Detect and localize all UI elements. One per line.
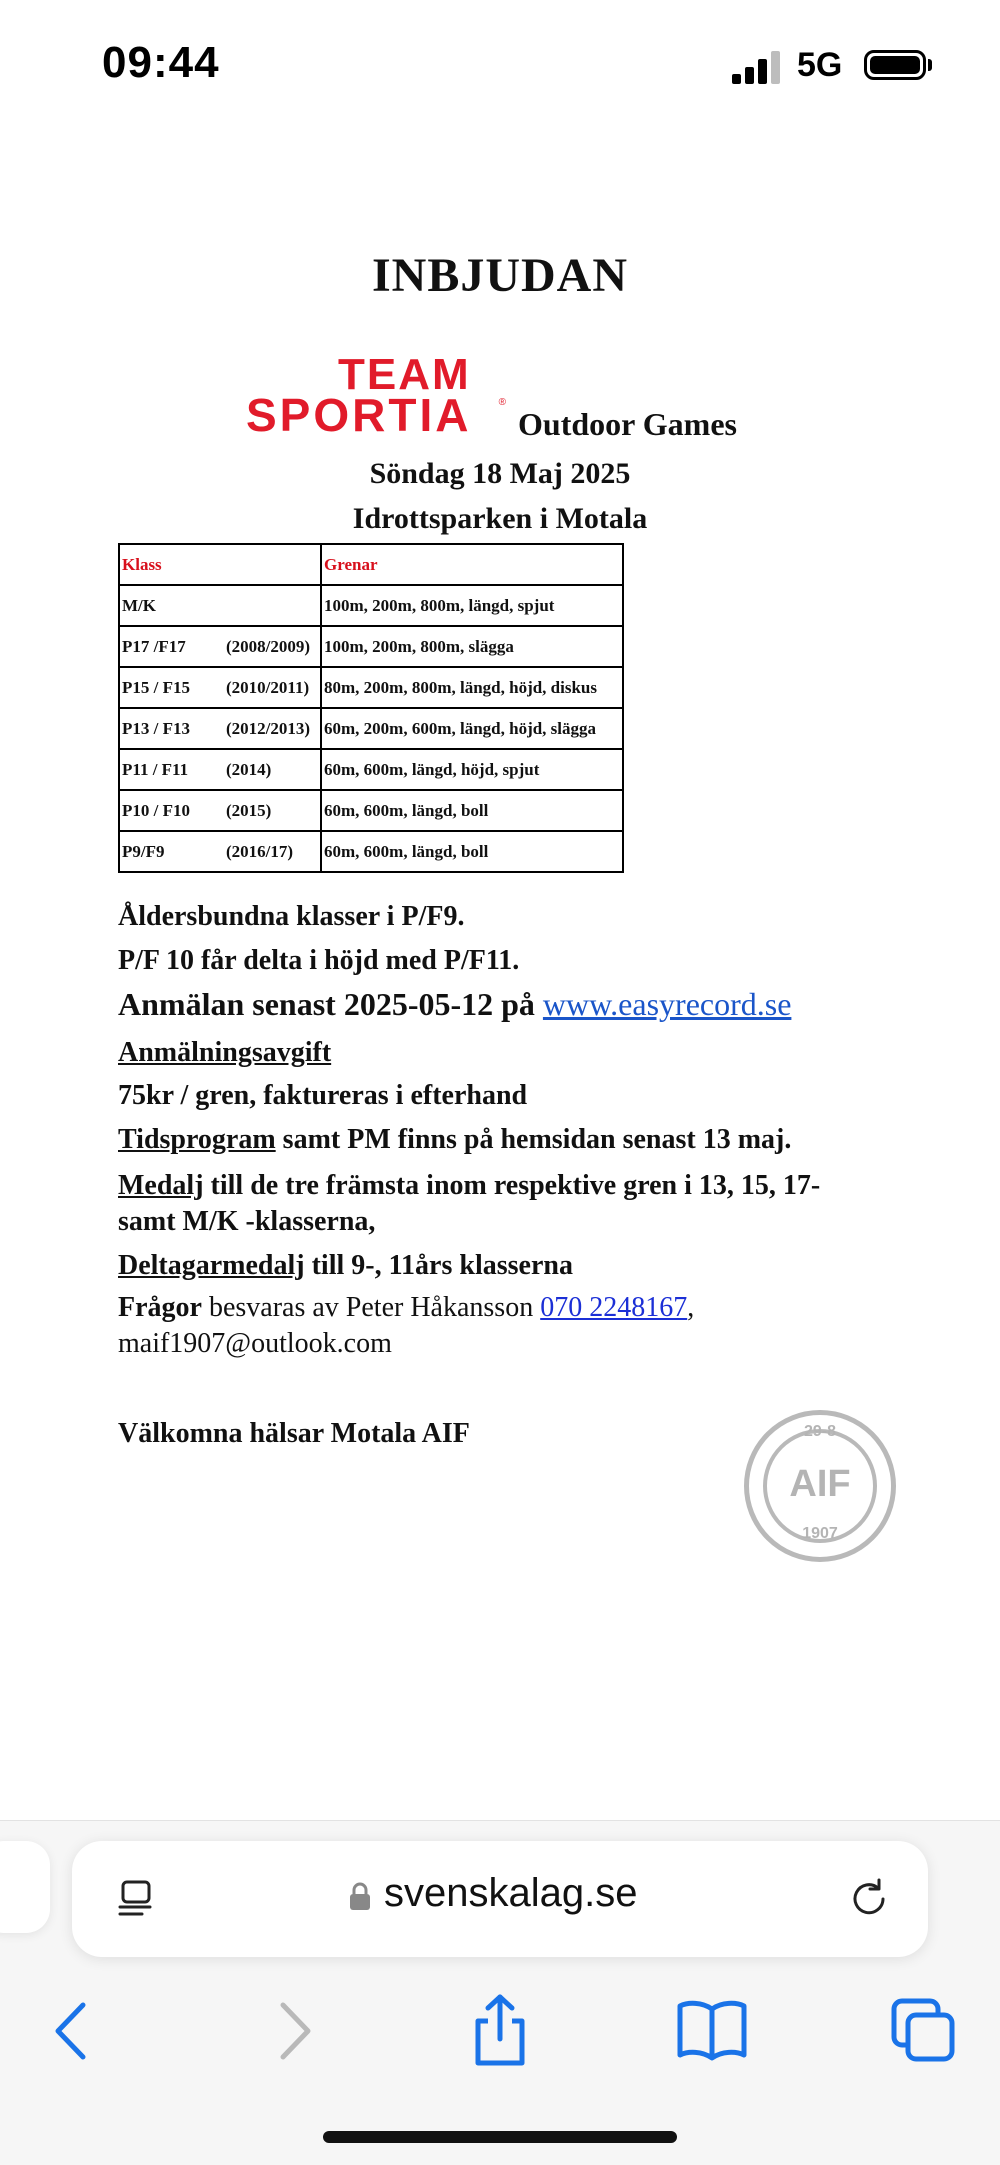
p10-note: P/F 10 får delta i höjd med P/F11.	[118, 945, 520, 976]
table-row	[119, 749, 623, 790]
age-classes-note: Åldersbundna klasser i P/F9.	[118, 901, 465, 932]
document-title: INBJUDAN	[371, 249, 628, 302]
email-text: maif1907@outlook.com	[118, 1328, 392, 1359]
class-years: (2014)	[226, 759, 272, 779]
participant-medal-line	[118, 1250, 573, 1282]
browser-chrome	[0, 1820, 1000, 2165]
bookmarks-icon[interactable]	[672, 1991, 752, 2071]
medal-label: Medalj	[118, 1170, 204, 1201]
welcome-text: Välkomna hälsar Motala AIF	[118, 1418, 470, 1449]
participant-medal-label: Deltagarmedalj	[118, 1250, 305, 1281]
class-name: P17 /F17	[122, 636, 186, 656]
participant-medal-text: till 9-, 11års klasserna	[304, 1250, 573, 1281]
class-years: (2016/17)	[226, 841, 294, 861]
fee-heading: Anmälningsavgift	[118, 1037, 332, 1068]
forward-icon[interactable]	[250, 1991, 330, 2071]
questions-line	[118, 1292, 694, 1324]
table-row	[119, 790, 623, 831]
header-klass: Klass	[119, 544, 321, 585]
stamp-top-text: 29-8	[803, 1423, 837, 1440]
table-row	[119, 585, 623, 626]
class-name: P13 / F13	[122, 718, 190, 738]
signup-line	[118, 986, 791, 1023]
clock: 09:44	[102, 38, 220, 87]
cellular-signal-icon	[732, 50, 784, 84]
event-venue: Idrottsparken i Motala	[352, 502, 648, 535]
stamp-bottom-text: 1907	[802, 1525, 838, 1542]
address-bar[interactable]	[72, 1841, 928, 1957]
class-years: (2015)	[226, 800, 272, 820]
easyrecord-link[interactable]: www.easyrecord.se	[542, 986, 792, 1022]
medal-line-2: samt M/K -klasserna,	[118, 1206, 376, 1237]
class-years: (2012/2013)	[226, 718, 311, 738]
class-name: P11 / F11	[122, 759, 189, 779]
class-name: P15 / F15	[122, 677, 190, 697]
classes-table	[118, 543, 624, 873]
battery-icon	[864, 50, 926, 80]
network-type: 5G	[797, 46, 843, 84]
questions-text: besvaras av Peter Håkansson	[201, 1292, 541, 1323]
signup-text: Anmälan senast 2025-05-12 på	[118, 986, 543, 1022]
class-name: P10 / F10	[122, 800, 190, 820]
medal-line	[118, 1170, 820, 1202]
status-bar	[0, 0, 1000, 130]
table-row	[119, 831, 623, 872]
class-events: 60m, 600m, längd, boll	[321, 790, 623, 831]
schedule-text: samt PM finns på hemsidan senast 13 maj.	[275, 1124, 792, 1155]
header-grenar: Grenar	[321, 544, 623, 585]
table-row	[119, 626, 623, 667]
class-name: M/K	[122, 595, 156, 615]
event-date: Söndag 18 Maj 2025	[369, 457, 631, 490]
share-icon[interactable]	[460, 1991, 540, 2071]
class-events: 60m, 600m, längd, höjd, spjut	[321, 749, 623, 790]
browser-toolbar	[0, 1991, 1000, 2071]
comma: ,	[687, 1292, 695, 1323]
class-events: 60m, 200m, 600m, längd, höjd, slägga	[321, 708, 623, 749]
class-events: 100m, 200m, 800m, slägga	[321, 626, 623, 667]
battery-tip	[928, 59, 932, 71]
back-icon[interactable]	[36, 1991, 116, 2071]
fee-text: 75kr / gren, faktureras i efterhand	[118, 1080, 528, 1111]
schedule-label: Tidsprogram	[118, 1124, 276, 1155]
questions-label: Frågor	[118, 1292, 202, 1323]
motala-aif-stamp-logo	[744, 1410, 896, 1562]
schedule-line	[118, 1124, 791, 1156]
class-events: 60m, 600m, längd, boll	[321, 831, 623, 872]
url-domain[interactable]: svenskalag.se	[384, 1871, 638, 1915]
table-row	[119, 667, 623, 708]
logo-registered-mark: ®	[498, 397, 506, 408]
reload-icon[interactable]	[846, 1875, 892, 1921]
table-row	[119, 708, 623, 749]
stamp-center-text: AIF	[789, 1463, 851, 1505]
logo-line-1: TEAM	[338, 350, 471, 399]
lock-icon	[348, 1881, 372, 1911]
logo-line-2: SPORTIA	[246, 389, 472, 441]
class-name: P9/F9	[122, 841, 165, 861]
event-name: Outdoor Games	[518, 406, 737, 442]
tabs-overview-icon[interactable]	[884, 1991, 964, 2071]
medal-text: till de tre främsta inom respektive gren i 13, 15, 17-	[203, 1170, 821, 1201]
document-page	[0, 130, 1000, 1820]
phone-link[interactable]: 070 2248167	[540, 1292, 688, 1323]
team-sportia-logo	[246, 350, 506, 441]
page-menu-icon[interactable]	[116, 1877, 160, 1921]
table-header-row	[119, 544, 623, 585]
class-years: (2010/2011)	[226, 677, 310, 697]
class-events: 80m, 200m, 800m, längd, höjd, diskus	[321, 667, 623, 708]
class-events: 100m, 200m, 800m, längd, spjut	[321, 585, 623, 626]
home-indicator	[323, 2131, 677, 2143]
class-years: (2008/2009)	[226, 636, 311, 656]
previous-tab-preview[interactable]	[0, 1841, 50, 1933]
